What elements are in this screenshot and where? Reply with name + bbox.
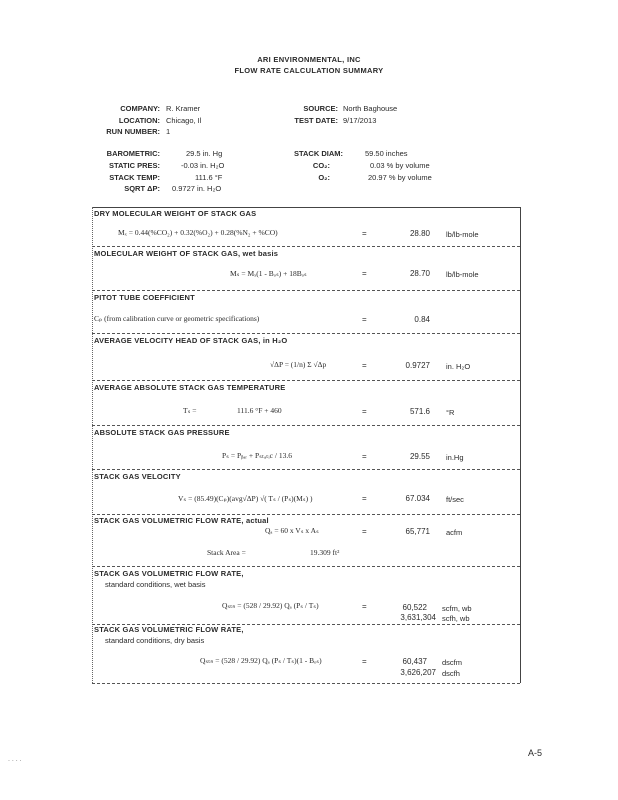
temperature-equals: = <box>362 407 367 416</box>
pressure-formula: Pₛ = Pᵦₐᵣ + Pₛₜₐₜᵢc / 13.6 <box>222 451 292 460</box>
flow-wet-subtitle: standard conditions, wet basis <box>105 580 206 589</box>
stack-diam-value: 59.50 inches <box>365 149 408 158</box>
barometric-value: 29.5 in. Hg <box>186 149 223 158</box>
table-bottom-border <box>92 683 520 684</box>
flow-actual-value: 65,771 <box>405 527 430 536</box>
flow-actual-formula: Qₐ = 60 x Vₛ x Aₛ <box>265 526 319 535</box>
pressure-unit: in.Hg <box>446 453 464 462</box>
flow-wet-value-hourly: 3,631,304 <box>400 613 436 622</box>
velocity-head-unit: in. H₂O <box>446 362 471 371</box>
velocity-head-title: AVERAGE VELOCITY HEAD OF STACK GAS, in H₂O <box>94 336 288 345</box>
stack-area-value: 19.309 ft² <box>310 548 340 557</box>
pitot-formula: Cₚ (from calibration curve or geometric specifications) <box>94 314 260 323</box>
flow-wet-unit-hourly: scfh, wb <box>442 614 470 623</box>
mw-wet-unit: lb/lb-mole <box>446 270 479 279</box>
run-number-value: 1 <box>166 127 171 136</box>
pressure-equals: = <box>362 452 367 461</box>
divider <box>92 425 520 426</box>
source-value: North Baghouse <box>343 104 398 113</box>
divider <box>92 566 520 567</box>
gas-velocity-title: STACK GAS VELOCITY <box>94 472 181 481</box>
temperature-value: 571.6 <box>409 407 430 416</box>
company-value: R. Kramer <box>166 104 201 113</box>
flow-dry-value: 60,437 <box>402 657 427 666</box>
divider <box>92 333 520 334</box>
table-left-border <box>92 207 93 683</box>
flow-dry-unit: dscfm <box>442 658 463 667</box>
scan-mark: . . . . <box>8 756 22 763</box>
run-number-label: RUN NUMBER: <box>106 127 160 136</box>
temperature-title: AVERAGE ABSOLUTE STACK GAS TEMPERATURE <box>94 383 286 392</box>
pitot-value: 0.84 <box>414 315 430 324</box>
dry-mw-formula: Mₓ = 0.44(%CO₂) + 0.32(%O₂) + 0.28(%N₂ + %CO) <box>118 228 278 237</box>
flow-dry-subtitle: standard conditions, dry basis <box>105 636 205 645</box>
barometric-label: BAROMETRIC: <box>106 149 160 158</box>
static-pres-label: STATIC PRES: <box>109 161 160 170</box>
gas-velocity-unit: ft/sec <box>446 495 464 504</box>
report-title: FLOW RATE CALCULATION SUMMARY <box>234 66 384 75</box>
dry-mw-title: DRY MOLECULAR WEIGHT OF STACK GAS <box>94 209 257 218</box>
pitot-title: PITOT TUBE COEFFICIENT <box>94 293 195 302</box>
divider <box>92 380 520 381</box>
flow-wet-title: STACK GAS VOLUMETRIC FLOW RATE, <box>94 569 244 578</box>
test-date-label: TEST DATE: <box>294 116 338 125</box>
velocity-head-formula: √ΔP = (1/n) Σ √Δp <box>270 360 327 369</box>
flow-actual-title: STACK GAS VOLUMETRIC FLOW RATE, actual <box>94 516 269 525</box>
mw-wet-title: MOLECULAR WEIGHT OF STACK GAS, wet basis <box>94 249 279 258</box>
o2-value: 20.97 % by volume <box>368 173 432 182</box>
gas-velocity-value: 67.034 <box>405 494 430 503</box>
flow-dry-value-hourly: 3,626,207 <box>400 668 436 677</box>
divider <box>92 290 520 291</box>
flow-dry-title: STACK GAS VOLUMETRIC FLOW RATE, <box>94 625 244 634</box>
pitot-equals: = <box>362 315 367 324</box>
flow-actual-equals: = <box>362 527 367 536</box>
location-label: LOCATION: <box>118 116 160 125</box>
table-top-border <box>92 207 520 208</box>
stack-temp-label: STACK TEMP: <box>109 173 160 182</box>
table-right-border <box>520 207 521 683</box>
stack-area-label: Stack Area = <box>207 548 246 557</box>
location-value: Chicago, Il <box>166 116 202 125</box>
page-number: A-5 <box>528 748 543 758</box>
velocity-head-value: 0.9727 <box>405 361 430 370</box>
temperature-formula-rhs: 111.6 °F + 460 <box>237 406 282 415</box>
gas-velocity-equals: = <box>362 494 367 503</box>
pressure-title: ABSOLUTE STACK GAS PRESSURE <box>94 428 230 437</box>
company-label: COMPANY: <box>120 104 160 113</box>
flow-dry-equals: = <box>362 657 367 666</box>
co2-value: 0.03 % by volume <box>370 161 430 170</box>
mw-wet-formula: Mₛ = Mₓ(1 - Bₒₛ) + 18Bₒₛ <box>230 269 307 278</box>
source-label: SOURCE: <box>303 104 338 113</box>
temperature-formula-lhs: Tₛ = <box>183 406 197 415</box>
flow-wet-value: 60,522 <box>402 603 427 612</box>
stack-temp-value: 111.6 °F <box>195 173 223 182</box>
temperature-unit: °R <box>446 408 455 417</box>
test-date-value: 9/17/2013 <box>343 116 377 125</box>
divider <box>92 246 520 247</box>
flow-actual-unit: acfm <box>446 528 463 537</box>
flow-wet-formula: Qₛₜₙ = (528 / 29.92) Qₐ (Pₛ / Tₛ) <box>222 601 319 610</box>
velocity-head-equals: = <box>362 361 367 370</box>
flow-dry-unit-hourly: dscfh <box>442 669 460 678</box>
dry-mw-unit: lb/lb-mole <box>446 230 479 239</box>
sqrt-dp-value: 0.9727 in. H₂O <box>172 184 222 193</box>
mw-wet-value: 28.70 <box>409 269 430 278</box>
divider <box>92 469 520 470</box>
flow-dry-formula: Qₛₜₙ = (528 / 29.92) Qₐ (Pₛ / Tₛ)(1 - Bₒₛ) <box>200 656 322 665</box>
sqrt-dp-label: SQRT ΔP: <box>124 184 160 193</box>
company-name: ARI ENVIRONMENTAL, INC <box>257 55 361 64</box>
static-pres-value: -0.03 in. H₂O <box>181 161 225 170</box>
dry-mw-value: 28.80 <box>409 229 430 238</box>
dry-mw-equals: = <box>362 229 367 238</box>
gas-velocity-formula: Vₛ = (85.49)(Cₚ)(avg√ΔP) √( Tₛ / (Pₛ)(Mₛ) ) <box>178 494 313 503</box>
flow-wet-unit: scfm, wb <box>442 604 472 613</box>
o2-label: O₂: <box>318 173 330 182</box>
co2-label: CO₂: <box>312 161 330 170</box>
pressure-value: 29.55 <box>409 452 430 461</box>
mw-wet-equals: = <box>362 269 367 278</box>
flow-wet-equals: = <box>362 602 367 611</box>
divider <box>92 514 520 515</box>
stack-diam-label: STACK DIAM: <box>293 149 343 158</box>
